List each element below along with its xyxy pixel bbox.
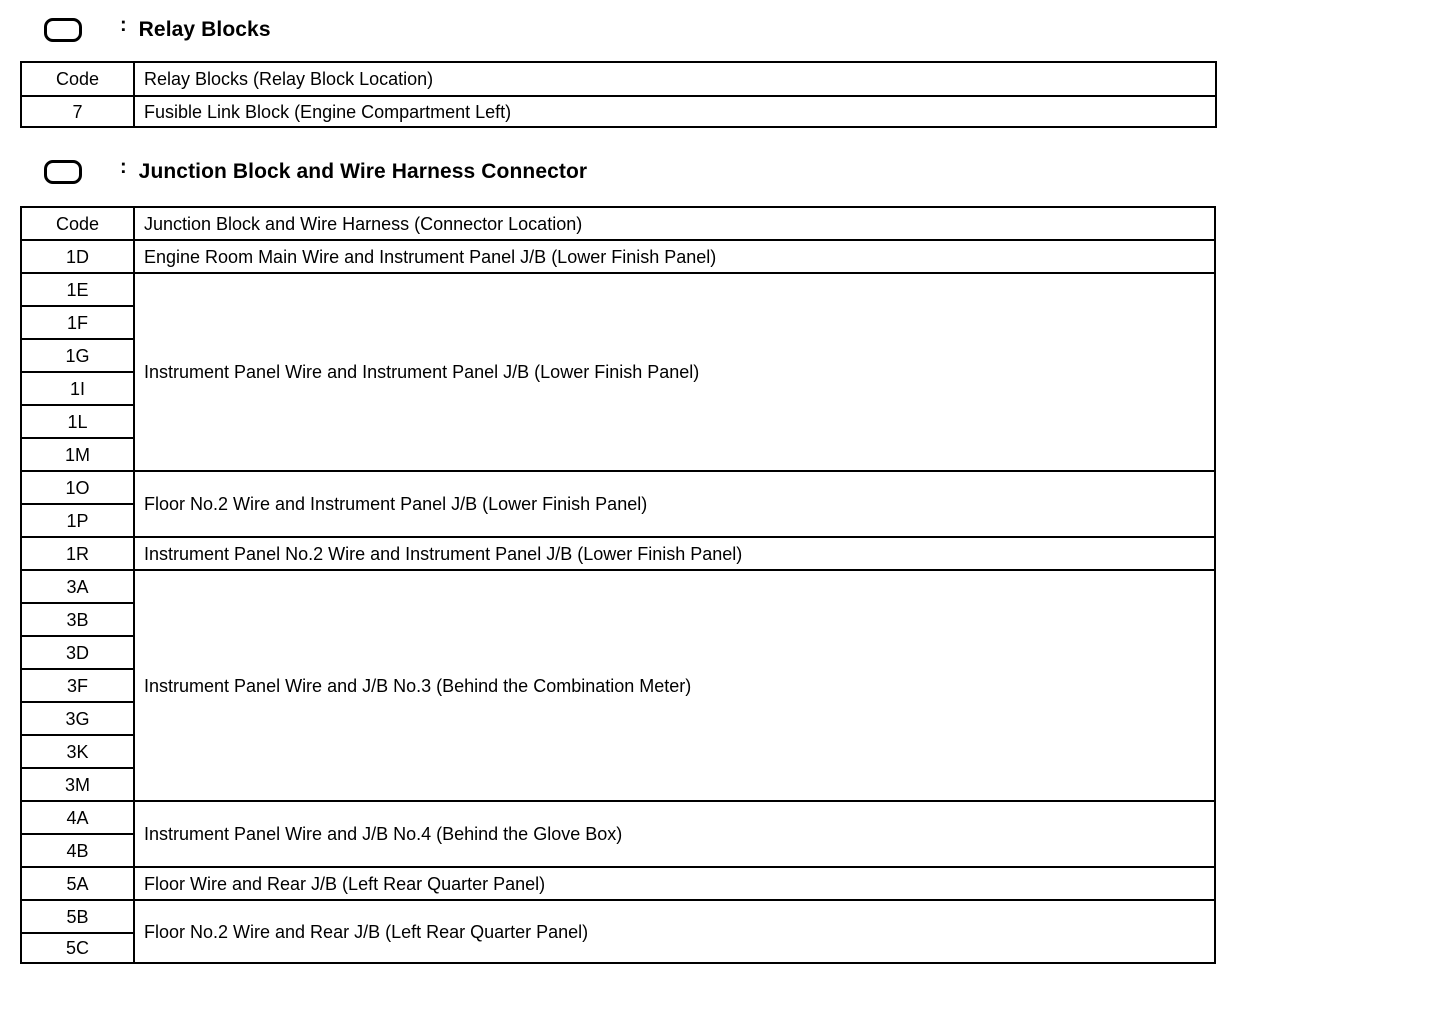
- code-cell: 1M: [21, 438, 134, 471]
- rounded-rectangle-icon: [44, 160, 82, 184]
- code-cell: 1R: [21, 537, 134, 570]
- code-cell: 3B: [21, 603, 134, 636]
- description-cell: Floor No.2 Wire and Rear J/B (Left Rear Quarter Panel): [134, 900, 1215, 963]
- location-column-header: Junction Block and Wire Harness (Connector Location): [134, 207, 1215, 240]
- code-cell: 5C: [21, 933, 134, 963]
- junction-block-header: [44, 155, 587, 189]
- description-cell: Instrument Panel Wire and Instrument Panel J/B (Lower Finish Panel): [134, 273, 1215, 471]
- table-header-row: [21, 62, 1216, 96]
- code-cell: 3G: [21, 702, 134, 735]
- code-cell: 1O: [21, 471, 134, 504]
- code-cell: 1L: [21, 405, 134, 438]
- code-cell: 3K: [21, 735, 134, 768]
- description-cell: Floor Wire and Rear J/B (Left Rear Quarter Panel): [134, 867, 1215, 900]
- junction-block-table: [20, 206, 1216, 964]
- relay-blocks-header: [44, 13, 271, 47]
- relay-blocks-table: [20, 61, 1217, 128]
- code-cell: 1P: [21, 504, 134, 537]
- code-column-header: Code: [21, 62, 134, 96]
- header-colon: :: [120, 13, 127, 36]
- code-cell: 1F: [21, 306, 134, 339]
- table-row: [21, 471, 1215, 504]
- description-cell: Instrument Panel Wire and J/B No.3 (Behind the Combination Meter): [134, 570, 1215, 801]
- table-row: [21, 240, 1215, 273]
- table-header-row: [21, 207, 1215, 240]
- table-row: [21, 537, 1215, 570]
- table-row: [21, 570, 1215, 603]
- header-colon: :: [120, 155, 127, 178]
- section-title-junction-block: Junction Block and Wire Harness Connector: [138, 160, 588, 183]
- table-row: [21, 801, 1215, 834]
- table-row: [21, 96, 1216, 127]
- code-cell: 1I: [21, 372, 134, 405]
- code-cell: 7: [21, 96, 134, 127]
- section-title-relay-blocks: Relay Blocks: [138, 18, 271, 41]
- code-cell: 1D: [21, 240, 134, 273]
- code-cell: 3A: [21, 570, 134, 603]
- description-cell: Fusible Link Block (Engine Compartment Left): [134, 96, 1216, 127]
- code-cell: 3F: [21, 669, 134, 702]
- location-column-header: Relay Blocks (Relay Block Location): [134, 62, 1216, 96]
- description-cell: Instrument Panel Wire and J/B No.4 (Behind the Glove Box): [134, 801, 1215, 867]
- table-row: [21, 273, 1215, 306]
- code-cell: 1G: [21, 339, 134, 372]
- code-cell: 1E: [21, 273, 134, 306]
- code-cell: 5B: [21, 900, 134, 933]
- description-cell: Instrument Panel No.2 Wire and Instrument Panel J/B (Lower Finish Panel): [134, 537, 1215, 570]
- code-cell: 4B: [21, 834, 134, 867]
- code-cell: 3M: [21, 768, 134, 801]
- table-row: [21, 900, 1215, 933]
- code-cell: 5A: [21, 867, 134, 900]
- description-cell: Floor No.2 Wire and Instrument Panel J/B (Lower Finish Panel): [134, 471, 1215, 537]
- code-cell: 4A: [21, 801, 134, 834]
- code-cell: 3D: [21, 636, 134, 669]
- rounded-rectangle-icon: [44, 18, 82, 42]
- description-cell: Engine Room Main Wire and Instrument Panel J/B (Lower Finish Panel): [134, 240, 1215, 273]
- code-column-header: Code: [21, 207, 134, 240]
- table-row: [21, 867, 1215, 900]
